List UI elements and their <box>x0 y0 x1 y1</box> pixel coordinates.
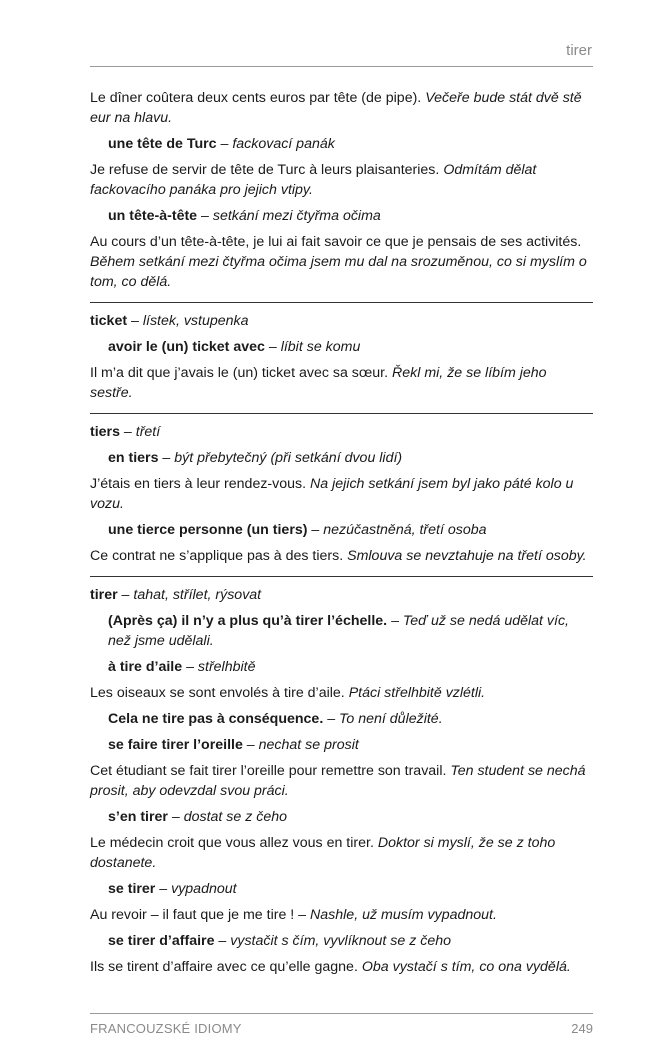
example-cz: Ptáci střelhbitě vzlétli. <box>348 685 486 701</box>
example-sentence <box>90 546 593 566</box>
example-fr: Les oiseaux se sont envolés à tire d’aile. <box>90 685 345 701</box>
example-fr: Je refuse de servir de tête de Turc à leurs plaisanteries. <box>90 162 440 178</box>
idiom-term: une tête de Turc <box>108 136 217 152</box>
example-fr: Au revoir – il faut que je me tire ! – <box>90 907 307 923</box>
example-cz: Doktor si myslí, že se z toho dostanete. <box>90 835 556 871</box>
sub-entry <box>90 337 593 357</box>
example-cz: Ten student se nechá prosit, aby odevzdal svou práci. <box>90 763 586 799</box>
idiom-translation: nechat se prosit <box>258 737 359 753</box>
idiom-term: un tête-à-tête <box>108 208 198 224</box>
dash: – <box>167 809 184 825</box>
headword: ticket <box>90 313 128 329</box>
dash: – <box>127 313 143 329</box>
dictionary-content <box>90 88 593 983</box>
example-sentence <box>90 232 593 292</box>
entry-divider <box>90 576 593 577</box>
dash: – <box>387 613 403 629</box>
example-sentence <box>90 474 593 514</box>
dash: – <box>216 136 233 152</box>
example-cz: Na jejich setkání jsem byl jako páté kolo u vozu. <box>90 476 574 512</box>
example-fr: Ils se tirent d’affaire avec ce qu’elle gagne. <box>90 959 358 975</box>
example-cz: Odmítám dělat fackovacího panáka pro jejich vtipy. <box>90 162 537 198</box>
example-sentence <box>90 761 593 801</box>
idiom-translation: vystačit s čím, vyvlíknout se z čeho <box>230 933 452 949</box>
example-sentence <box>90 905 593 925</box>
sub-entry <box>90 206 593 226</box>
idiom-translation: nezúčastněná, třetí osoba <box>323 522 487 538</box>
headword-entry <box>90 422 593 442</box>
dash: – <box>307 522 324 538</box>
sub-entry <box>90 657 593 677</box>
sub-entry <box>90 709 593 729</box>
dash: – <box>119 424 136 440</box>
idiom-term: (Après ça) il n’y a plus qu’à tirer l’échelle. <box>108 613 388 629</box>
dash: – <box>182 659 198 675</box>
idiom-translation: líbit se komu <box>280 339 361 355</box>
sub-entry <box>90 931 593 951</box>
example-cz: Oba vystačí s tím, co ona vydělá. <box>361 959 571 975</box>
dash: – <box>242 737 259 753</box>
sub-entry <box>90 611 593 651</box>
example-cz: Smlouva se nevztahuje na třetí osoby. <box>347 548 587 564</box>
sub-entry <box>90 735 593 755</box>
example-sentence <box>90 833 593 873</box>
sub-entry <box>90 448 593 468</box>
example-sentence <box>90 363 593 403</box>
example-fr: Il m’a dit que j’avais le (un) ticket avec sa sœur. <box>90 365 389 381</box>
headword: tiers <box>90 424 120 440</box>
sub-entry <box>90 879 593 899</box>
idiom-term: en tiers <box>108 450 159 466</box>
headword-entry <box>90 311 593 331</box>
idiom-translation: dostat se z čeho <box>183 809 288 825</box>
example-sentence <box>90 160 593 200</box>
entry-divider <box>90 302 593 303</box>
running-header: tirer <box>566 42 592 59</box>
example-sentence <box>90 88 593 128</box>
headword-translation: třetí <box>135 424 161 440</box>
idiom-term: Cela ne tire pas à conséquence. <box>108 711 324 727</box>
headword-entry <box>90 585 593 605</box>
idiom-term: s’en tirer <box>108 809 168 825</box>
dash: – <box>323 711 340 727</box>
example-fr: Ce contrat ne s’applique pas à des tiers. <box>90 548 344 564</box>
idiom-translation: setkání mezi čtyřma očima <box>212 208 381 224</box>
header-divider <box>90 66 593 67</box>
dash: – <box>214 933 231 949</box>
dash: – <box>155 881 172 897</box>
idiom-translation: střelhbitě <box>197 659 256 675</box>
example-sentence <box>90 957 593 977</box>
idiom-translation: vypadnout <box>171 881 237 897</box>
idiom-translation: být přebytečný (při setkání dvou lidí) <box>174 450 403 466</box>
example-fr: Au cours d’un tête-à-tête, je lui ai fait savoir ce que je pensais de ses activités. <box>90 234 582 250</box>
idiom-term: une tierce personne (un tiers) <box>108 522 308 538</box>
idiom-term: se tirer d’affaire <box>108 933 215 949</box>
idiom-term: à tire d’aile <box>108 659 183 675</box>
sub-entry <box>90 134 593 154</box>
example-fr: Cet étudiant se fait tirer l’oreille pour remettre son travail. <box>90 763 447 779</box>
example-fr: Le dîner coûtera deux cents euros par tête (de pipe). <box>90 90 422 106</box>
page-number: 249 <box>571 1021 593 1036</box>
footer-divider <box>90 1013 593 1014</box>
idiom-term: se tirer <box>108 881 156 897</box>
sub-entry <box>90 807 593 827</box>
dash: – <box>117 587 134 603</box>
headword-translation: tahat, střílet, rýsovat <box>133 587 262 603</box>
sub-entry <box>90 520 593 540</box>
book-title: FRANCOUZSKÉ IDIOMY <box>90 1021 242 1036</box>
headword-translation: lístek, vstupenka <box>142 313 249 329</box>
example-cz: Řekl mi, že se líbím jeho sestře. <box>90 365 547 401</box>
example-cz: Během setkání mezi čtyřma očima jsem mu dal na srozuměnou, co si myslím o tom, co dělá. <box>90 254 587 290</box>
dash: – <box>158 450 175 466</box>
dash: – <box>197 208 213 224</box>
example-fr: J’étais en tiers à leur rendez-vous. <box>90 476 307 492</box>
idiom-translation: fackovací panák <box>232 136 335 152</box>
example-sentence <box>90 683 593 703</box>
example-fr: Le médecin croit que vous allez vous en tirer. <box>90 835 374 851</box>
dash: – <box>264 339 281 355</box>
example-cz: Večeře bude stát dvě stě eur na hlavu. <box>90 90 582 126</box>
entry-divider <box>90 413 593 414</box>
idiom-translation: To není důležité. <box>339 711 443 727</box>
headword: tirer <box>90 587 118 603</box>
idiom-term: avoir le (un) ticket avec <box>108 339 265 355</box>
idiom-term: se faire tirer l’oreille <box>108 737 243 753</box>
example-cz: Nashle, už musím vypadnout. <box>310 907 497 923</box>
idiom-translation: Teď už se nedá udělat víc, než jsme udělali. <box>108 613 569 649</box>
